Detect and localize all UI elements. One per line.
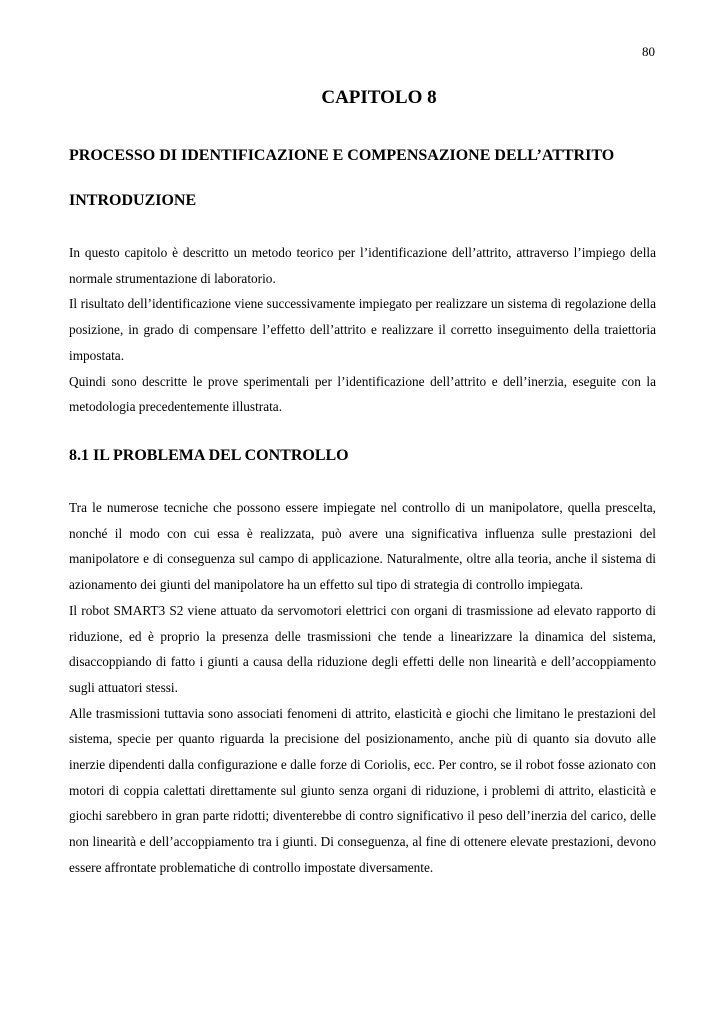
intro-body [69,240,656,420]
intro-heading: INTRODUZIONE [69,192,197,209]
section-paragraph: Tra le numerose tecniche che possono essere impiegate nel controllo di un manipolatore, quella prescelta, nonché il modo con cui essa è realizzata, può avere una significativa influenza sulle prestazioni del manipolatore e di conseguenza sul campo di applicazione. Naturalmente, oltre alla teoria, anche il sistema di azionamento dei giunti del manipolatore ha un effetto sul tipo di strategia di controllo impiegata. [69,500,656,593]
section-body [69,495,656,881]
section-paragraph: Il robot SMART3 S2 viene attuato da servomotori elettrici con organi di trasmissione ad elevato rapporto di riduzione, ed è proprio la presenza delle trasmissioni che tende a linearizzare la dinamica del sistema, disaccoppiando di fatto i giunti a causa della riduzione degli effetti delle non linearità e dell’accoppiamento sugli attuatori stessi. [69,602,656,695]
page-number: 80 [642,44,655,59]
intro-paragraph: Quindi sono descritte le prove sperimentali per l’identificazione dell’attrito e dell’inerzia, eseguite con la metodologia precedentemente illustrata. [69,373,656,415]
main-heading: PROCESSO DI IDENTIFICAZIONE E COMPENSAZIONE DELL’ATTRITO [69,147,615,164]
intro-paragraph: In questo capitolo è descritto un metodo teorico per l’identificazione dell’attrito, attraverso l’impiego della normale strumentazione di laboratorio. [69,245,656,286]
section-heading: 8.1 IL PROBLEMA DEL CONTROLLO [69,447,349,464]
intro-paragraph: Il risultato dell’identificazione viene successivamente impiegato per realizzare un sistema di regolazione della posizione, in grado di compensare l’effetto dell’attrito e realizzare il corretto inseguimento della traiettoria impostata. [69,296,656,363]
section-paragraph: Alle trasmissioni tuttavia sono associati fenomeni di attrito, elasticità e giochi che limitano le prestazioni del sistema, specie per quanto riguarda la precisione del posizionamento, anche più di quanto sia dovuto alle inerzie dipendenti dalla configurazione e dalle forze di Coriolis, ecc. Per contro, se il robot fosse azionato con motori di coppia calettati direttamente sul giunto senza organi di riduzione, i problemi di attrito, elasticità e giochi sarebbero in gran parte ridotti; diventerebbe di contro significativo il peso dell’inerzia del carico, delle non linearità e dell’accoppiamento tra i giunti. Di conseguenza, al fine di ottenere elevate prestazioni, devono essere affrontate problematiche di controllo impostate diversamente. [69,705,656,875]
chapter-title: CAPITOLO 8 [321,87,437,108]
